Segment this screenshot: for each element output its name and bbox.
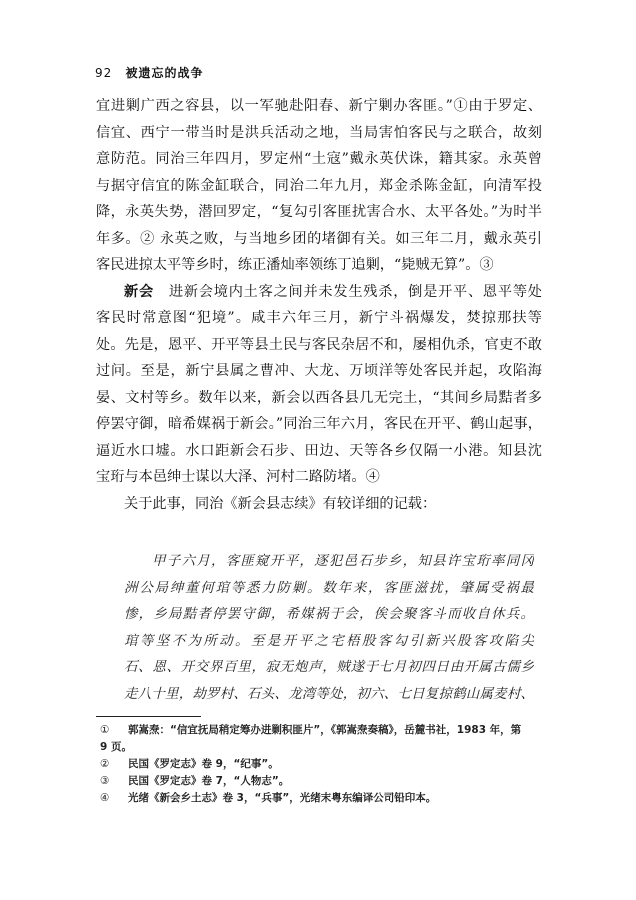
quote-line: 走八十里，劫罗村、石头、龙湾等处，初六、七日复掠鹤山属麦村、	[124, 685, 534, 702]
footnote-mark: ①	[100, 724, 110, 736]
quote-line: 洲公局绅董何琯等悉力防剿。数年来，客匪滋扰，肇属受祸最	[124, 579, 534, 596]
footnote	[100, 790, 540, 807]
text-line: 信宜、西宁一带当时是洪兵活动之地，当局害怕客民与之联合，故刻	[96, 124, 542, 141]
footnote	[100, 756, 540, 773]
text-line: 意防范。同治三年四月，罗定州“土寇”戴永英伏诛，籍其家。永英曾	[96, 151, 542, 167]
text-line: 客民时常意图“犯境”。咸丰六年三月，新宁斗祸爆发，焚掠那扶等	[96, 310, 542, 326]
quote-line: 琯等坚不为所动。至是开平之宅梧股客勾引新兴股客攻陷尖	[124, 632, 534, 649]
running-title: 被遗忘的战争	[125, 66, 204, 80]
text-line: 宜进剿广西之容县，以一军驰赴阳春、新宁剿办客匪。”①由于罗定、	[96, 98, 542, 114]
text-line	[96, 279, 542, 306]
quote-line: 甲子六月，客匪窥开平，逐犯邑石步乡，知县许宝珩率同冈	[152, 553, 534, 569]
footnote	[100, 722, 540, 739]
quote-line: 石、恩、开交界百里，寂无炮声，贼遂于七月初四日由开属古儒乡	[124, 659, 534, 675]
page-header	[95, 64, 203, 81]
text-line: 处。先是，恩平、开平等县土民与客民杂居不和，屡相仇杀，官吏不敢	[96, 336, 542, 353]
text-fragment: 进新会境内土客之间并未发生残杀，倒是开平、恩平等处	[168, 283, 542, 300]
text-line: 降，永英失势，潜回罗定，“复勾引客匪扰害合水、太平各处。”为时半	[96, 204, 542, 220]
text-line: 停罢守御，暗希媒祸于新会。”同治三年六月，客民在开平、鹤山起事，	[96, 416, 542, 432]
page-number: 92	[95, 66, 113, 80]
footnote-text: 郭嵩焘：“信宜抚局稍定筹办进剿积匪片”，《郭嵩焘奏稿》，岳麓书社，1983 年，第	[128, 724, 522, 736]
text-line: 与据守信宜的陈金缸联合，同治二年九月，郑金杀陈金缸，向清军投	[96, 177, 542, 194]
footnote-mark: ③	[100, 775, 110, 787]
footnote-text: 民国《罗定志》卷 7，“人物志”。	[128, 775, 290, 787]
footnote-mark: ④	[100, 792, 110, 804]
text-line: 客民进掠太平等乡时，练正潘灿率领练丁追剿，“毙贼无算”。③	[96, 257, 494, 273]
footnote	[100, 773, 540, 790]
footnote-text: 光绪《新会乡土志》卷 3，“兵事”，光绪末粤东编译公司铅印本。	[128, 792, 437, 804]
text-line: 关于此事，同治《新会县志续》有较详细的记载：	[124, 495, 437, 512]
body-text	[96, 93, 542, 517]
block-quote	[124, 548, 534, 707]
footnote-divider	[96, 716, 201, 717]
text-line: 过问。至是，新宁县属之曹冲、大龙、万顷洋等处客民并起，攻陷海	[96, 363, 542, 379]
footnote-mark: ②	[100, 758, 110, 770]
text-line: 晏、文村等乡。数年以来，新会以西各县几无完土，“其间乡局黠者多	[96, 389, 542, 406]
quote-line: 惨，乡局黠者停罢守御，希媒祸于会，俟会聚客斗而收自休兵。	[124, 606, 534, 622]
footnotes	[100, 722, 540, 807]
footnote-continuation: 9 页。	[100, 741, 132, 753]
text-line: 年多。② 永英之败，与当地乡团的堵御有关。如三年二月，戴永英引	[96, 230, 542, 247]
text-line: 宝珩与本邑绅士谋以大泽、河村二路防堵。④	[96, 469, 380, 485]
footnote-text: 民国《罗定志》卷 9，“纪事”。	[128, 758, 279, 770]
section-subhead: 新会	[124, 283, 154, 300]
text-line: 逼近水口墟。水口距新会石步、田边、天等各乡仅隔一小港。知县沈	[96, 442, 542, 459]
